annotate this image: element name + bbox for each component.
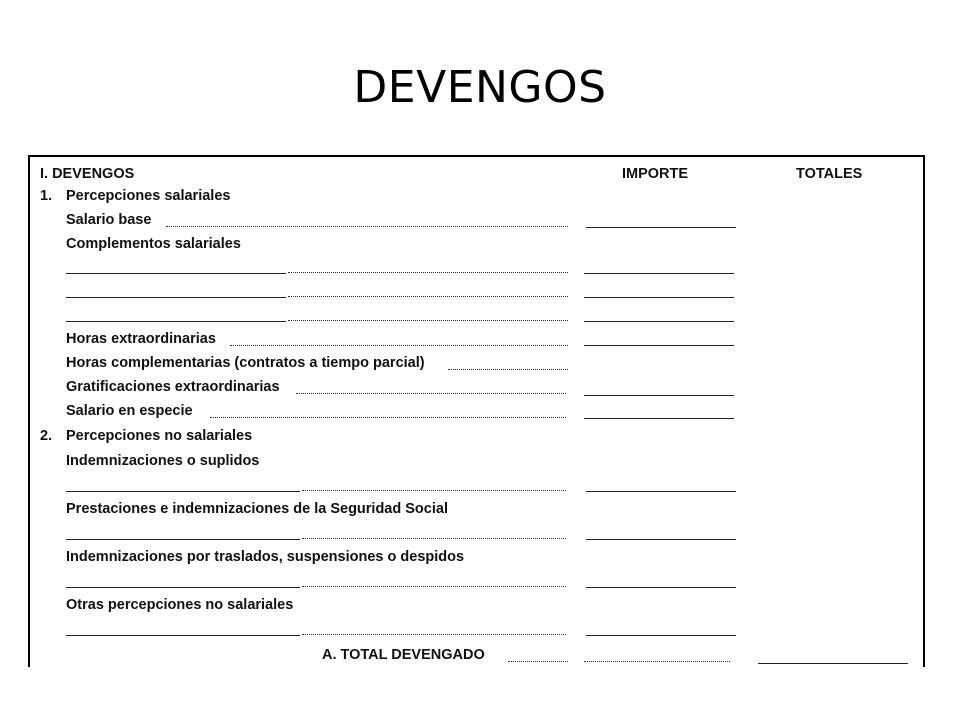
dotted-leader (288, 320, 568, 321)
dotted-leader (288, 296, 568, 297)
row-label-otras-percepciones: Otras percepciones no salariales (66, 597, 294, 613)
complemento-name-field-3[interactable] (66, 321, 286, 322)
total-devengado-label: A. TOTAL DEVENGADO (322, 647, 485, 663)
dotted-leader (302, 634, 566, 635)
row-label-horas-extraordinarias: Horas extraordinarias (66, 331, 216, 347)
row-label-horas-complementarias: Horas complementarias (contratos a tiempo parcial) (66, 355, 425, 371)
importe-field-horas-extraordinarias[interactable] (584, 345, 734, 346)
slide-title: DEVENGOS (353, 62, 607, 113)
group-number-2: 2. (40, 428, 53, 444)
group-label-percepciones-no-salariales: Percepciones no salariales (66, 428, 253, 444)
row-label-salario-en-especie: Salario en especie (66, 403, 193, 419)
concept-field-traslados[interactable] (66, 587, 300, 588)
complemento-name-field-1[interactable] (66, 273, 286, 274)
group-label-percepciones-salariales: Percepciones salariales (66, 188, 231, 204)
importe-field-complemento-1[interactable] (584, 273, 734, 274)
section-heading: I. DEVENGOS (40, 166, 135, 182)
devengos-form (28, 155, 925, 667)
dotted-leader (302, 538, 566, 539)
importe-field-traslados[interactable] (586, 587, 736, 588)
importe-field-indemnizaciones[interactable] (586, 491, 736, 492)
group-number-1: 1. (40, 188, 53, 204)
total-devengado-field[interactable] (758, 663, 908, 664)
row-label-gratificaciones-extraordinarias: Gratificaciones extraordinarias (66, 379, 280, 395)
dotted-leader (166, 226, 568, 227)
concept-field-otras[interactable] (66, 635, 300, 636)
dotted-leader (302, 490, 566, 491)
row-label-prestaciones-seguridad-social: Prestaciones e indemnizaciones de la Seguridad Social (66, 501, 448, 517)
dotted-leader (296, 393, 566, 394)
column-header-totales: TOTALES (796, 166, 863, 182)
row-label-indemnizaciones-suplidos: Indemnizaciones o suplidos (66, 453, 260, 469)
row-label-salario-base: Salario base (66, 212, 152, 228)
dotted-leader (302, 586, 566, 587)
importe-field-salario-base[interactable] (586, 227, 736, 228)
dotted-leader (508, 661, 568, 662)
column-header-importe: IMPORTE (622, 166, 689, 182)
dotted-leader (448, 369, 568, 370)
concept-field-indemnizaciones[interactable] (66, 491, 300, 492)
importe-field-complemento-3[interactable] (584, 321, 734, 322)
importe-field-prestaciones[interactable] (586, 539, 736, 540)
importe-field-complemento-2[interactable] (584, 297, 734, 298)
dotted-leader (230, 345, 568, 346)
importe-field-otras[interactable] (586, 635, 736, 636)
dotted-leader (288, 272, 568, 273)
importe-field-gratificaciones[interactable] (584, 395, 734, 396)
concept-field-prestaciones[interactable] (66, 539, 300, 540)
complemento-name-field-2[interactable] (66, 297, 286, 298)
total-importe-dotted (584, 661, 730, 662)
row-label-complementos-salariales: Complementos salariales (66, 236, 241, 252)
importe-field-salario-en-especie[interactable] (584, 418, 734, 419)
row-label-indemnizaciones-traslados: Indemnizaciones por traslados, suspensiones o despidos (66, 549, 465, 565)
dotted-leader (210, 417, 566, 418)
